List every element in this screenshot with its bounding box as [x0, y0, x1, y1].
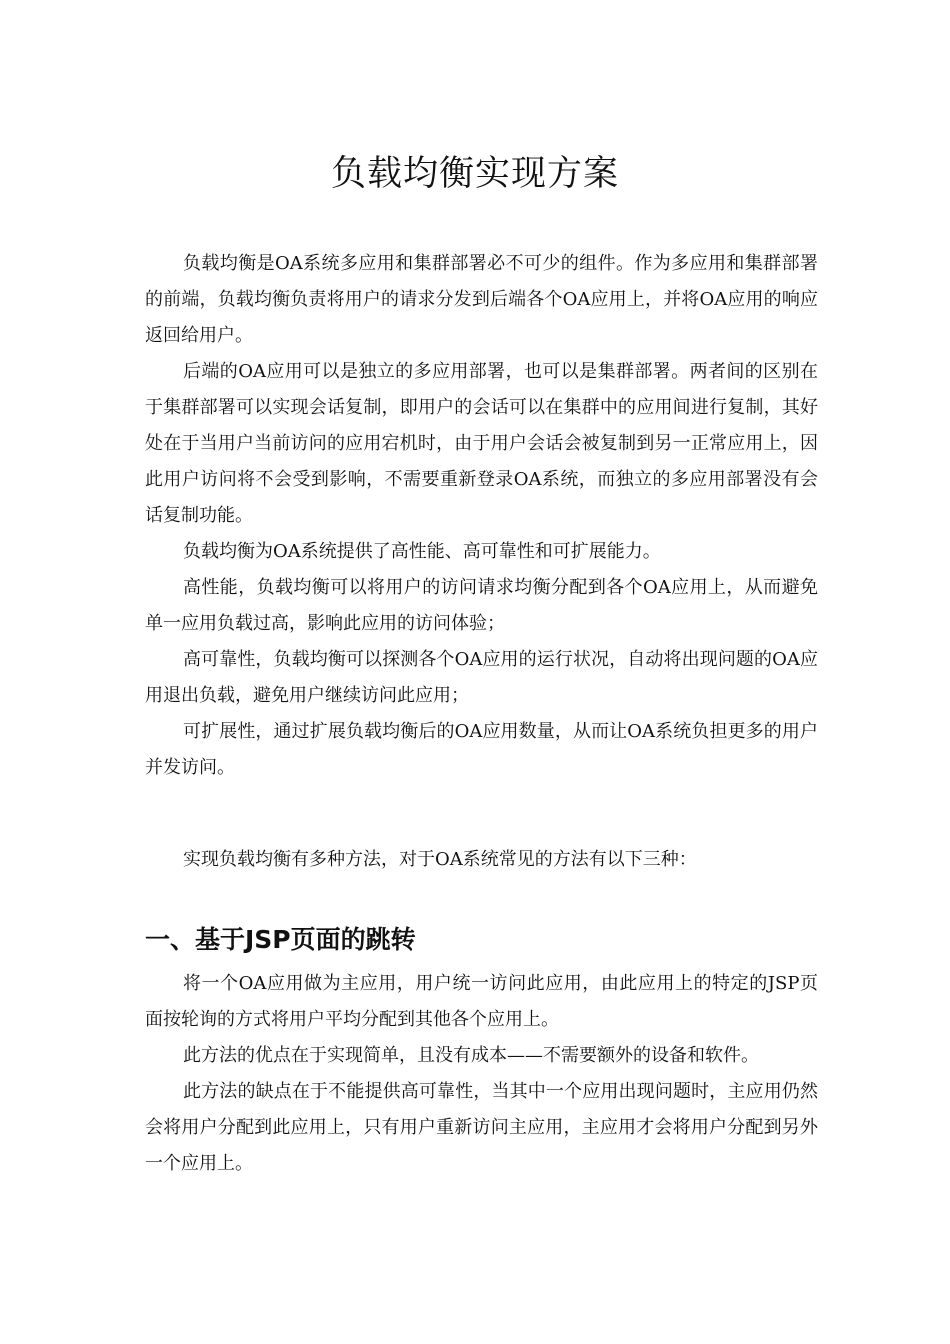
intro-paragraph: 负载均衡是OA系统多应用和集群部署必不可少的组件。作为多应用和集群部署的前端，负载均衡负责将用户的请求分发到后端各个OA应用上，并将OA应用的响应返回给用户。 [145, 253, 818, 346]
methods-intro-section [145, 842, 818, 878]
section-heading: 一、基于JSP页面的跳转 [145, 925, 416, 954]
intro-paragraph: 负载均衡为OA系统提供了高性能、高可靠性和可扩展能力。 [183, 541, 661, 562]
section1-paragraph: 将一个OA应用做为主应用，用户统一访问此应用，由此应用上的特定的JSP页面按轮询的方式将用户平均分配到其他各个应用上。 [145, 973, 818, 1030]
section1-body [145, 966, 818, 1182]
intro-paragraph: 高性能，负载均衡可以将用户的访问请求均衡分配到各个OA应用上，从而避免单一应用负载过高，影响此应用的访问体验； [145, 577, 818, 634]
section1-paragraph: 此方法的缺点在于不能提供高可靠性，当其中一个应用出现问题时，主应用仍然会将用户分配到此应用上，只有用户重新访问主应用，主应用才会将用户分配到另外一个应用上。 [145, 1081, 818, 1174]
intro-paragraph: 高可靠性，负载均衡可以探测各个OA应用的运行状况，自动将出现问题的OA应用退出负载，避免用户继续访问此应用； [145, 649, 818, 706]
section1-paragraph: 此方法的优点在于实现简单，且没有成本——不需要额外的设备和软件。 [183, 1045, 759, 1066]
intro-section [145, 246, 818, 786]
intro-paragraph: 可扩展性，通过扩展负载均衡后的OA应用数量，从而让OA系统负担更多的用户并发访问。 [145, 721, 818, 778]
intro-paragraph: 后端的OA应用可以是独立的多应用部署，也可以是集群部署。两者间的区别在于集群部署可以实现会话复制，即用户的会话可以在集群中的应用间进行复制，其好处在于当用户当前访问的应用宕机时，由于用户会话会被复制到另一正常应用上，因此用户访问将不会受到影响，不需要重新登录OA系统，而独立的多应用部署没有会话复制功能。 [145, 361, 818, 526]
document-title: 负载均衡实现方案 [330, 154, 619, 194]
methods-intro-paragraph: 实现负载均衡有多种方法，对于OA系统常见的方法有以下三种： [183, 849, 697, 870]
